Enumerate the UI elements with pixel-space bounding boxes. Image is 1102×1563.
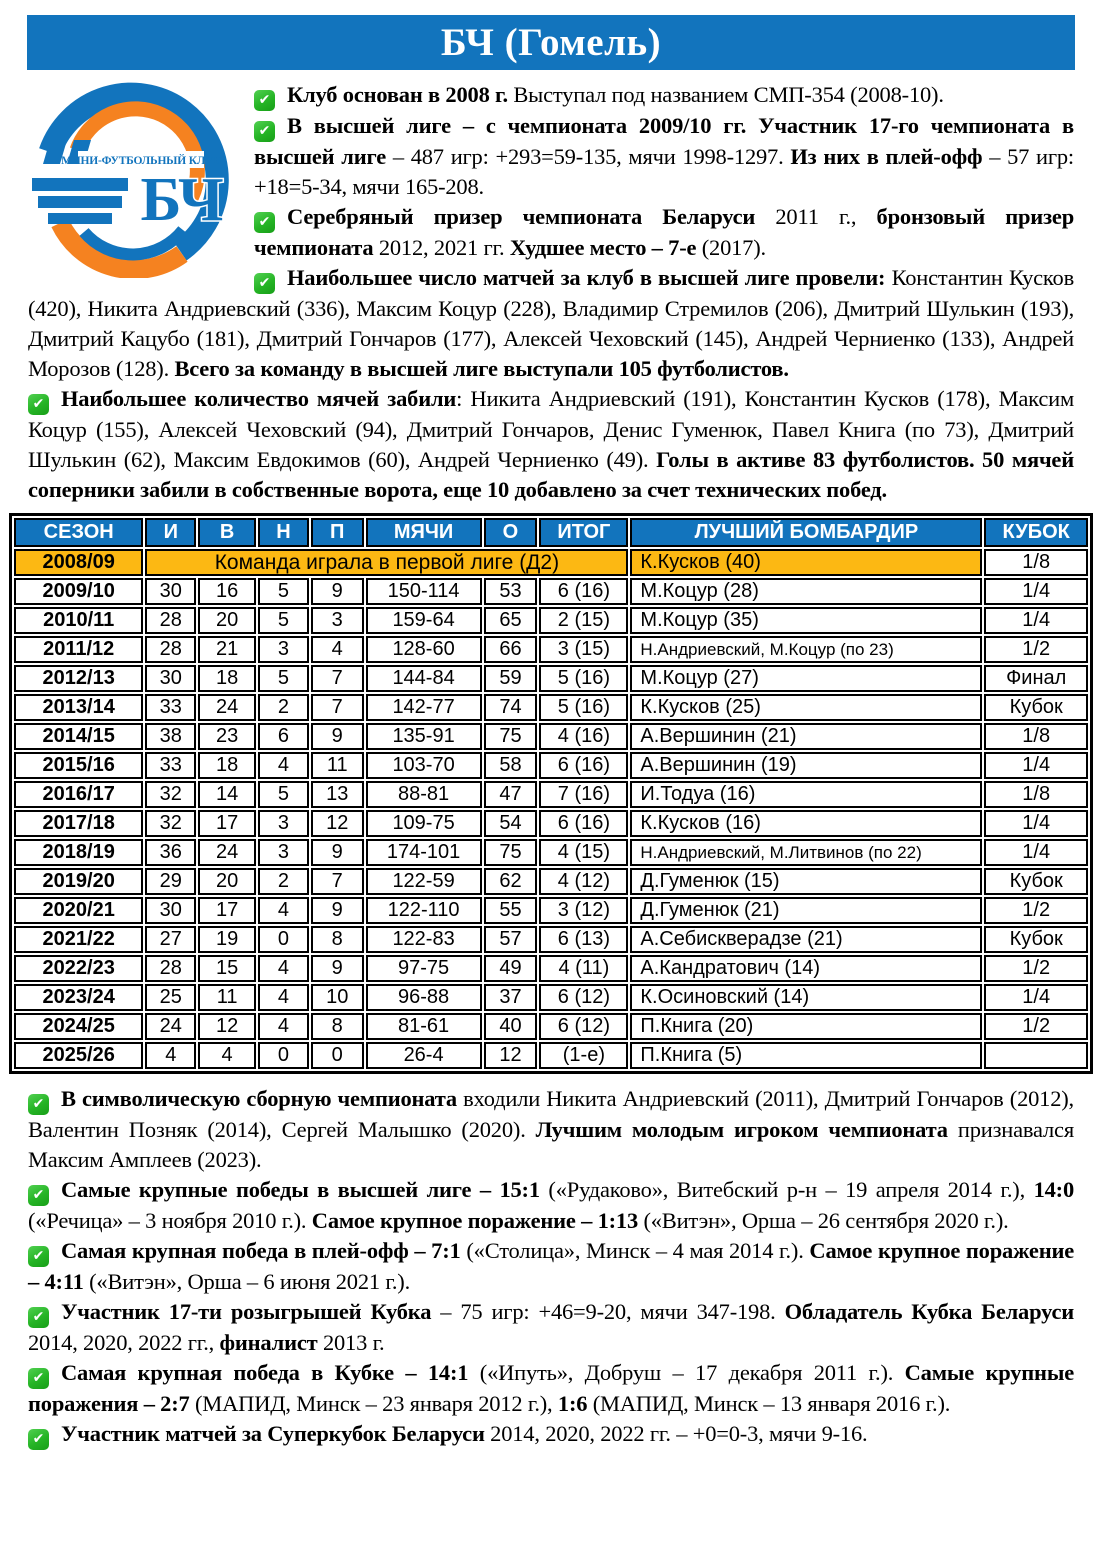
table-cell: 24 [145, 1013, 196, 1040]
paragraph [28, 1236, 1074, 1297]
table-cell: 97-75 [366, 955, 482, 982]
table-row [14, 607, 1088, 634]
table-cell: 2 (15) [539, 607, 628, 634]
table-cell: 4 (11) [539, 955, 628, 982]
table-cell: 4 (12) [539, 868, 628, 895]
table-cell: 12 [484, 1042, 538, 1069]
text-segment: Самые крупные поражения – 2:7 [28, 1360, 1074, 1416]
table-row [14, 926, 1088, 953]
table-cell: 2018/19 [14, 839, 143, 866]
table-cell: 6 [258, 723, 309, 750]
table-cell: 7 [311, 868, 364, 895]
paragraph [28, 384, 1074, 505]
table-cell: 25 [145, 984, 196, 1011]
table-cell: Н.Андриевский, М.Литвинов (по 22) [630, 839, 982, 866]
table-cell: М.Коцур (35) [630, 607, 982, 634]
text-segment: В символическую сборную чемпионата [61, 1086, 457, 1111]
table-cell: 9 [311, 955, 364, 982]
table-cell: 15 [198, 955, 256, 982]
text-segment: Лучшим молодым игроком чемпионата [535, 1117, 948, 1142]
table-row [14, 897, 1088, 924]
table-cell: 2013/14 [14, 694, 143, 721]
check-icon [254, 90, 275, 111]
table-cell: 19 [198, 926, 256, 953]
table-cell: 62 [484, 868, 538, 895]
table-cell [984, 1042, 1088, 1069]
table-header [14, 518, 1088, 547]
table-cell: Кубок [984, 694, 1088, 721]
table-cell: 1/8 [984, 781, 1088, 808]
column-header: ИТОГ [539, 518, 628, 547]
table-cell: 2015/16 [14, 752, 143, 779]
table-cell: 20 [198, 868, 256, 895]
table-cell: 5 [258, 607, 309, 634]
text-segment: Самая крупная победа в плей-офф – 7:1 [61, 1238, 461, 1263]
table-cell: 4 [258, 897, 309, 924]
table-cell: 66 [484, 636, 538, 663]
text-segment: В высшей лиге – с чемпионата 2009/10 гг. Участник 17-го чемпионата в высшей лиге [254, 113, 1074, 169]
table-row [14, 665, 1088, 692]
table-header-row [14, 518, 1088, 547]
table-cell: 96-88 [366, 984, 482, 1011]
logo-club-type: МИНИ-ФУТБОЛЬНЫЙ КЛУБ [61, 155, 221, 167]
intro-section [0, 70, 1102, 505]
table-cell: 17 [198, 897, 256, 924]
table-cell: 28 [145, 955, 196, 982]
table-cell: 0 [258, 926, 309, 953]
table-cell: 0 [311, 1042, 364, 1069]
table-cell: 6 (16) [539, 578, 628, 605]
text-segment: – 57 игр: +18=5-34, мячи 165-208. [254, 144, 1074, 199]
text-segment: 2011 г., [755, 204, 877, 229]
table-cell: Д.Гуменюк (21) [630, 897, 982, 924]
table-cell: 2019/20 [14, 868, 143, 895]
text-segment: («Витэн», Орша – 26 сентября 2020 г.). [638, 1208, 1009, 1233]
table-cell: 1/2 [984, 1013, 1088, 1040]
table-cell: 28 [145, 636, 196, 663]
table-cell: 2012/13 [14, 665, 143, 692]
table-cell: 47 [484, 781, 538, 808]
table-cell: 1/2 [984, 636, 1088, 663]
table-cell: К.Кусков (16) [630, 810, 982, 837]
table-cell: 4 (15) [539, 839, 628, 866]
table-cell: 2017/18 [14, 810, 143, 837]
table-cell: 6 (12) [539, 984, 628, 1011]
logo-stripe [48, 213, 112, 224]
table-cell: 9 [311, 839, 364, 866]
table-cell: 11 [311, 752, 364, 779]
table-row [14, 694, 1088, 721]
table-cell: 27 [145, 926, 196, 953]
check-icon [28, 1094, 49, 1115]
table-cell: 5 [258, 781, 309, 808]
table-row [14, 984, 1088, 1011]
text-segment: Серебряный призер чемпионата Беларуси [287, 204, 756, 229]
table-cell: 12 [311, 810, 364, 837]
table-cell: 144-84 [366, 665, 482, 692]
table-cell: 65 [484, 607, 538, 634]
table-cell: 6 (12) [539, 1013, 628, 1040]
table-cell: 3 [258, 810, 309, 837]
table-cell: А.Себискверадзе (21) [630, 926, 982, 953]
table-cell: 40 [484, 1013, 538, 1040]
column-header: П [311, 518, 364, 547]
text-segment: 14:0 [1033, 1177, 1075, 1202]
table-cell: 142-77 [366, 694, 482, 721]
table-cell: 2020/21 [14, 897, 143, 924]
table-row [14, 955, 1088, 982]
table-cell: 18 [198, 752, 256, 779]
table-cell: 5 [258, 665, 309, 692]
table-cell: Кубок [984, 926, 1088, 953]
paragraph [28, 1358, 1074, 1419]
text-segment: Участник матчей за Суперкубок Беларуси [61, 1421, 485, 1446]
table-cell: 1/4 [984, 607, 1088, 634]
table-cell: 2011/12 [14, 636, 143, 663]
table-cell: 2022/23 [14, 955, 143, 982]
text-segment: Участник 17-ти розыгрышей Кубка [61, 1299, 432, 1324]
table-cell: 57 [484, 926, 538, 953]
table-cell: 9 [311, 578, 364, 605]
column-header: Н [258, 518, 309, 547]
table-row [14, 1013, 1088, 1040]
table-cell: 30 [145, 897, 196, 924]
text-segment: («Витэн», Орша – 6 июня 2021 г.). [83, 1269, 411, 1294]
table-cell: 4 [198, 1042, 256, 1069]
text-segment: Самое крупное поражение – 4:11 [28, 1238, 1075, 1294]
table-cell: П.Книга (20) [630, 1013, 982, 1040]
table-row [14, 839, 1088, 866]
text-segment: бронзовый призер чемпионата [254, 204, 1075, 260]
text-segment: Выступал под названием СМП-354 (2008-10). [507, 82, 944, 107]
table-cell: 21 [198, 636, 256, 663]
table-cell: 33 [145, 694, 196, 721]
column-header: КУБОК [984, 518, 1088, 547]
table-cell: 16 [198, 578, 256, 605]
table-body [14, 549, 1088, 1069]
table-cell: 2024/25 [14, 1013, 143, 1040]
table-cell: 5 [258, 578, 309, 605]
table-cell: 2014/15 [14, 723, 143, 750]
table-cell: М.Коцур (28) [630, 578, 982, 605]
paragraph [28, 1175, 1074, 1236]
column-header: МЯЧИ [366, 518, 482, 547]
text-segment: Клуб основан в 2008 г. [287, 82, 508, 107]
table-row [14, 636, 1088, 663]
text-segment: Наибольшее количество мячей забили [61, 386, 457, 411]
table-cell: 159-64 [366, 607, 482, 634]
table-cell: 1/2 [984, 955, 1088, 982]
table-cell: 122-83 [366, 926, 482, 953]
table-cell: 150-114 [366, 578, 482, 605]
table-row [14, 868, 1088, 895]
table-cell: А.Кандратович (14) [630, 955, 982, 982]
text-segment: Наибольшее число матчей за клуб в высшей лиге провели: [287, 265, 886, 290]
table-cell: 9 [311, 723, 364, 750]
column-header: СЕЗОН [14, 518, 143, 547]
table-cell: 128-60 [366, 636, 482, 663]
table-cell: 2 [258, 868, 309, 895]
table-cell: 81-61 [366, 1013, 482, 1040]
text-segment: Самое крупное поражение – 1:13 [311, 1208, 639, 1233]
table-cell: 12 [198, 1013, 256, 1040]
table-cell: 33 [145, 752, 196, 779]
table-cell: 17 [198, 810, 256, 837]
table-cell: 2023/24 [14, 984, 143, 1011]
table-cell: 75 [484, 839, 538, 866]
text-segment: 2012, 2021 гг. [373, 235, 510, 260]
text-segment: Константин Кусков (420), Никита Андриевский (336), Максим Коцур (228), Владимир Стремилов (206), Дмитрий Шулькин (193), Дмитрий Кацубо (181), Дмитрий Гончаров (177), Алексей Чеховский (145), Андрей Черниенко (133), Андрей Морозов (128). [28, 265, 1074, 381]
table-row [14, 752, 1088, 779]
table-cell: 3 (12) [539, 897, 628, 924]
text-segment: («Речица» – 3 ноября 2010 г.). [28, 1208, 312, 1233]
text-segment: 2014, 2020, 2022 гг., [28, 1330, 220, 1355]
table-cell: 55 [484, 897, 538, 924]
text-segment: 2013 г. [317, 1330, 385, 1355]
table-cell: 3 [311, 607, 364, 634]
table-cell: 54 [484, 810, 538, 837]
check-icon [28, 1368, 49, 1389]
table-cell: 7 (16) [539, 781, 628, 808]
table-cell: 6 (13) [539, 926, 628, 953]
table-cell: 4 [258, 984, 309, 1011]
table-cell: 1/2 [984, 897, 1088, 924]
table-cell: 58 [484, 752, 538, 779]
season-stats-table [9, 513, 1093, 1074]
table-cell: Д.Гуменюк (15) [630, 868, 982, 895]
table-cell: 0 [258, 1042, 309, 1069]
table-cell: 13 [311, 781, 364, 808]
table-cell: 9 [311, 897, 364, 924]
text-segment: Голы в активе 83 футболистов. 50 мячей соперники забили в собственные ворота, еще 10 добавлено за счет технических побед. [28, 447, 1074, 502]
table-cell: К.Осиновский (14) [630, 984, 982, 1011]
table-cell: 174-101 [366, 839, 482, 866]
column-header: И [145, 518, 196, 547]
column-header: ЛУЧШИЙ БОМБАРДИР [630, 518, 982, 547]
text-segment: (МАПИД, Минск – 23 января 2012 г.), [189, 1391, 558, 1416]
table-cell: 2009/10 [14, 578, 143, 605]
text-segment: 2014, 2020, 2022 гг. – +0=0-3, мячи 9-16. [484, 1421, 868, 1446]
table-cell: 1/8 [984, 549, 1088, 576]
table-cell: 3 (15) [539, 636, 628, 663]
table-cell: 23 [198, 723, 256, 750]
table-cell: Финал [984, 665, 1088, 692]
text-segment: («Столица», Минск – 4 мая 2014 г.). [460, 1238, 810, 1263]
text-segment: признавался Максим Амплеев (2023). [28, 1117, 1074, 1172]
column-header: В [198, 518, 256, 547]
text-segment: Всего за команду в высшей лиге выступали 105 футболистов. [174, 356, 789, 381]
text-segment: – 75 игр: +46=9-20, мячи 347-198. [431, 1299, 785, 1324]
table-cell: 4 [258, 955, 309, 982]
check-icon [254, 212, 275, 233]
table-cell: 122-59 [366, 868, 482, 895]
logo-abbr: БЧ [140, 166, 224, 234]
table-cell: 11 [198, 984, 256, 1011]
table-cell: 3 [258, 839, 309, 866]
table-cell: 28 [145, 607, 196, 634]
table-row [14, 578, 1088, 605]
check-icon [28, 1307, 49, 1328]
text-segment: Из них в плей-офф [790, 144, 983, 169]
table-cell: М.Коцур (27) [630, 665, 982, 692]
table-cell: 30 [145, 578, 196, 605]
text-segment: Самая крупная победа в Кубке – 14:1 [61, 1360, 469, 1385]
table-cell: 2008/09 [14, 549, 143, 576]
table-cell: (1-е) [539, 1042, 628, 1069]
text-segment: – 487 игр: +293=59-135, мячи 1998-1297. [385, 144, 791, 169]
table-cell: 74 [484, 694, 538, 721]
text-segment: (МАПИД, Минск – 13 января 2016 г.). [587, 1391, 951, 1416]
table-cell: 1/4 [984, 984, 1088, 1011]
table-cell: 5 (16) [539, 694, 628, 721]
table-cell: Н.Андриевский, М.Коцур (по 23) [630, 636, 982, 663]
text-segment: Самые крупные победы в высшей лиге – 15:1 [61, 1177, 540, 1202]
table-cell: 2 [258, 694, 309, 721]
table-cell: 1/8 [984, 723, 1088, 750]
table-cell: 32 [145, 781, 196, 808]
table-cell: 6 (16) [539, 810, 628, 837]
table-cell: 109-75 [366, 810, 482, 837]
table-cell: 1/4 [984, 578, 1088, 605]
page-title: БЧ (Гомель) [440, 21, 662, 64]
text-segment: («Рудаково», Витебский р-н – 19 апреля 2014 г.), [539, 1177, 1034, 1202]
table-cell: Команда играла в первой лиге (Д2) [145, 549, 628, 576]
table-cell: 26-4 [366, 1042, 482, 1069]
table-cell: 24 [198, 694, 256, 721]
table-cell: 122-110 [366, 897, 482, 924]
table-cell: 2021/22 [14, 926, 143, 953]
table-cell: И.Тодуа (16) [630, 781, 982, 808]
club-logo [30, 82, 232, 278]
table-cell: П.Книга (5) [630, 1042, 982, 1069]
table-cell: 37 [484, 984, 538, 1011]
table-cell: 59 [484, 665, 538, 692]
table-cell: 18 [198, 665, 256, 692]
logo-stripe [32, 178, 128, 191]
text-segment: входили Никита Андриевский (2011), Дмитрий Гончаров (2012), Валентин Позняк (2014), Сергей Малышко (2020). [28, 1086, 1074, 1142]
table-cell: 4 [258, 752, 309, 779]
column-header: О [484, 518, 538, 547]
table-cell: Кубок [984, 868, 1088, 895]
table-cell: 29 [145, 868, 196, 895]
table-row [14, 810, 1088, 837]
paragraph [28, 1297, 1074, 1358]
table-cell: 75 [484, 723, 538, 750]
table-cell: 4 [258, 1013, 309, 1040]
paragraph [28, 1084, 1074, 1175]
table-row [14, 1042, 1088, 1069]
table-cell: К.Кусков (40) [630, 549, 982, 576]
table-cell: 1/4 [984, 810, 1088, 837]
text-segment: (2017). [696, 235, 766, 260]
text-segment: Обладатель Кубка Беларуси [784, 1299, 1074, 1324]
table-cell: 6 (16) [539, 752, 628, 779]
table-cell: 53 [484, 578, 538, 605]
table-cell: 7 [311, 694, 364, 721]
check-icon [254, 273, 275, 294]
table-cell: 5 (16) [539, 665, 628, 692]
table-cell: 32 [145, 810, 196, 837]
table-cell: 1/4 [984, 839, 1088, 866]
table-cell: 4 (16) [539, 723, 628, 750]
table-cell: К.Кусков (25) [630, 694, 982, 721]
outro-section [0, 1074, 1102, 1450]
table-cell: 103-70 [366, 752, 482, 779]
table-cell: 49 [484, 955, 538, 982]
table-cell: 135-91 [366, 723, 482, 750]
table-cell: 38 [145, 723, 196, 750]
paragraph [28, 263, 1074, 384]
logo-stripe [38, 196, 122, 208]
text-segment: финалист [219, 1330, 318, 1355]
text-segment: («Ипуть», Добруш – 17 декабря 2011 г.). [468, 1360, 905, 1385]
table-cell: 4 [311, 636, 364, 663]
table-row [14, 781, 1088, 808]
table-cell: 3 [258, 636, 309, 663]
table-cell: 4 [145, 1042, 196, 1069]
table-cell: А.Вершинин (19) [630, 752, 982, 779]
table-cell: 20 [198, 607, 256, 634]
table-cell: 10 [311, 984, 364, 1011]
table-cell: А.Вершинин (21) [630, 723, 982, 750]
table-cell: 36 [145, 839, 196, 866]
table-cell: 2010/11 [14, 607, 143, 634]
check-icon [254, 121, 275, 142]
text-segment: : Никита Андриевский (191), Константин Кусков (178), Максим Коцур (155), Алексей Чеховский (94), Дмитрий Гончаров, Денис Гуменюк, Павел Книга (по 73), Дмитрий Шулькин (62), Максим Евдокимов (60), Андрей Черниенко (49). [28, 386, 1074, 472]
table-row [14, 549, 1088, 576]
table-cell: 7 [311, 665, 364, 692]
check-icon [28, 1429, 49, 1450]
table-cell: 8 [311, 926, 364, 953]
table-cell: 8 [311, 1013, 364, 1040]
table-cell: 2016/17 [14, 781, 143, 808]
table-cell: 88-81 [366, 781, 482, 808]
text-segment: Худшее место – 7-е [509, 235, 697, 260]
table-row [14, 723, 1088, 750]
check-icon [28, 394, 49, 415]
check-icon [28, 1246, 49, 1267]
paragraph [28, 1419, 1074, 1450]
table-cell: 14 [198, 781, 256, 808]
text-segment: 1:6 [557, 1391, 588, 1416]
table-cell: 1/4 [984, 752, 1088, 779]
table-cell: 2025/26 [14, 1042, 143, 1069]
table-cell: 30 [145, 665, 196, 692]
check-icon [28, 1185, 49, 1206]
table-cell: 24 [198, 839, 256, 866]
page-title-bar [27, 15, 1075, 70]
